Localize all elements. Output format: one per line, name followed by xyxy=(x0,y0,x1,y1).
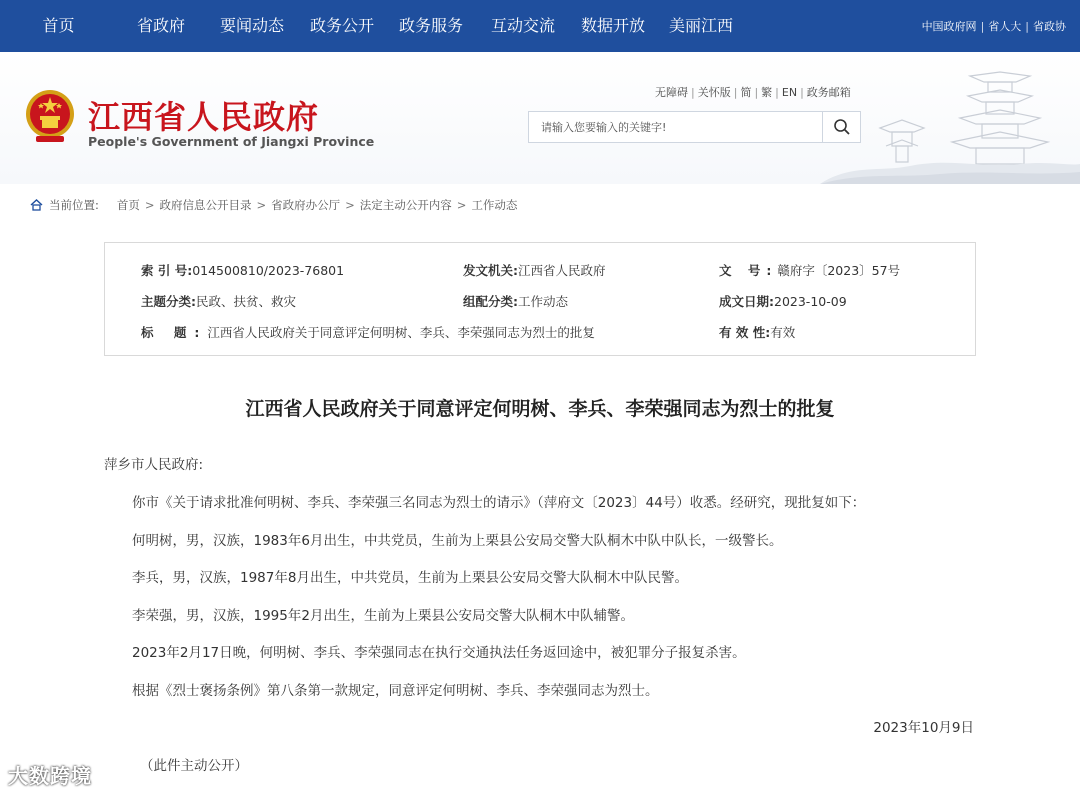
article-date: 2023年10月9日 xyxy=(873,720,974,736)
watermark: 大数跨境 xyxy=(8,764,92,788)
breadcrumb-info-directory[interactable]: 政府信息公开目录 xyxy=(159,198,252,212)
article-paragraph: 李兵，男，汉族，1987年8月出生，中共党员，生前为上栗县公安局交警大队桐木中队民警。 xyxy=(132,570,688,586)
chevron-right-icon: > xyxy=(456,198,467,212)
separator: | xyxy=(754,86,759,99)
breadcrumb-statutory-content[interactable]: 法定主动公开内容 xyxy=(359,198,452,212)
separator: | xyxy=(980,19,985,33)
site-header xyxy=(0,52,1080,184)
document-metadata-box xyxy=(104,242,976,356)
tool-care-version[interactable]: 关怀版 xyxy=(697,86,731,99)
meta-title: 标 题:江西省人民政府关于同意评定何明树、李兵、李荣强同志为烈士的批复 xyxy=(141,325,595,340)
separator: | xyxy=(800,86,804,99)
nav-item-news[interactable]: 要闻动态 xyxy=(219,16,284,35)
breadcrumb-work-news[interactable]: 工作动态 xyxy=(471,198,518,212)
separator: | xyxy=(691,86,695,99)
breadcrumb-general-office[interactable]: 省政府办公厅 xyxy=(271,198,341,212)
article-paragraph: 李荣强，男，汉族，1995年2月出生，生前为上栗县公安局交警大队桐木中队辅警。 xyxy=(132,608,634,624)
meta-validity: 有 效 性:有效 xyxy=(719,325,796,340)
nav-item-beautiful-jiangxi[interactable]: 美丽江西 xyxy=(668,16,733,35)
meta-category: 组配分类:工作动态 xyxy=(463,294,569,309)
home-icon xyxy=(30,199,43,211)
nav-item-interaction[interactable]: 互动交流 xyxy=(490,16,555,35)
search-box xyxy=(528,111,861,143)
national-emblem-icon xyxy=(24,88,76,144)
tool-english[interactable]: EN xyxy=(781,86,798,99)
meta-issuer: 发文机关:江西省人民政府 xyxy=(463,263,606,278)
meta-index-number: 索 引 号:014500810/2023-76801 xyxy=(141,263,345,278)
search-input[interactable] xyxy=(529,112,823,142)
article-salutation: 萍乡市人民政府: xyxy=(104,457,204,473)
meta-date: 成文日期:2023-10-09 xyxy=(719,294,847,309)
tool-gov-mail[interactable]: 政务邮箱 xyxy=(806,86,851,99)
nav-item-services[interactable]: 政务服务 xyxy=(398,16,463,35)
site-title[interactable]: 江西省人民政府 xyxy=(88,98,320,136)
breadcrumb-label: 当前位置: xyxy=(49,198,99,212)
article-title: 江西省人民政府关于同意评定何明树、李兵、李荣强同志为烈士的批复 xyxy=(245,398,835,420)
separator: | xyxy=(733,86,738,99)
public-release-note: （此件主动公开） xyxy=(140,758,248,774)
meta-topic: 主题分类:民政、扶贫、救灾 xyxy=(141,294,297,309)
tool-simplified[interactable]: 简 xyxy=(740,86,752,99)
nav-item-government-affairs[interactable]: 政务公开 xyxy=(309,16,374,35)
pagoda-illustration xyxy=(820,68,1080,184)
link-central-government[interactable]: 中国政府网 xyxy=(921,20,977,33)
breadcrumb-home[interactable]: 首页 xyxy=(116,198,140,212)
site-subtitle: People's Government of Jiangxi Province xyxy=(88,134,375,149)
nav-item-home[interactable]: 首页 xyxy=(42,16,75,35)
main-nav xyxy=(0,0,745,52)
tool-traditional[interactable]: 繁 xyxy=(761,86,773,99)
tool-accessibility[interactable]: 无障碍 xyxy=(655,86,688,99)
separator: | xyxy=(1025,19,1029,33)
chevron-right-icon: > xyxy=(256,198,267,212)
article-paragraph: 何明树，男，汉族，1983年6月出生，中共党员，生前为上栗县公安局交警大队桐木中队中队长，一级警长。 xyxy=(132,533,783,549)
top-right-links xyxy=(922,0,1066,52)
nav-item-open-data[interactable]: 数据开放 xyxy=(580,16,645,35)
separator: | xyxy=(775,86,779,99)
article-paragraph: 2023年2月17日晚，何明树、李兵、李荣强同志在执行交通执法任务返回途中，被犯罪分子报复杀害。 xyxy=(132,645,746,661)
chevron-right-icon: > xyxy=(144,198,155,212)
chevron-right-icon: > xyxy=(345,198,355,212)
nav-item-provincial-government[interactable]: 省政府 xyxy=(136,16,185,35)
breadcrumb xyxy=(30,197,517,213)
top-nav-bar xyxy=(0,0,1080,52)
link-provincial-congress[interactable]: 省人大 xyxy=(988,20,1022,33)
link-provincial-cppcc[interactable]: 省政协 xyxy=(1033,20,1066,33)
article-paragraph: 你市《关于请求批准何明树、李兵、李荣强三名同志为烈士的请示》（萍府文〔2023〕44号）收悉。经研究，现批复如下： xyxy=(132,495,866,511)
meta-document-number: 文 号:赣府字〔2023〕57号 xyxy=(719,263,901,278)
article-paragraph: 根据《烈士褒扬条例》第八条第一款规定，同意评定何明树、李兵、李荣强同志为烈士。 xyxy=(132,683,659,699)
